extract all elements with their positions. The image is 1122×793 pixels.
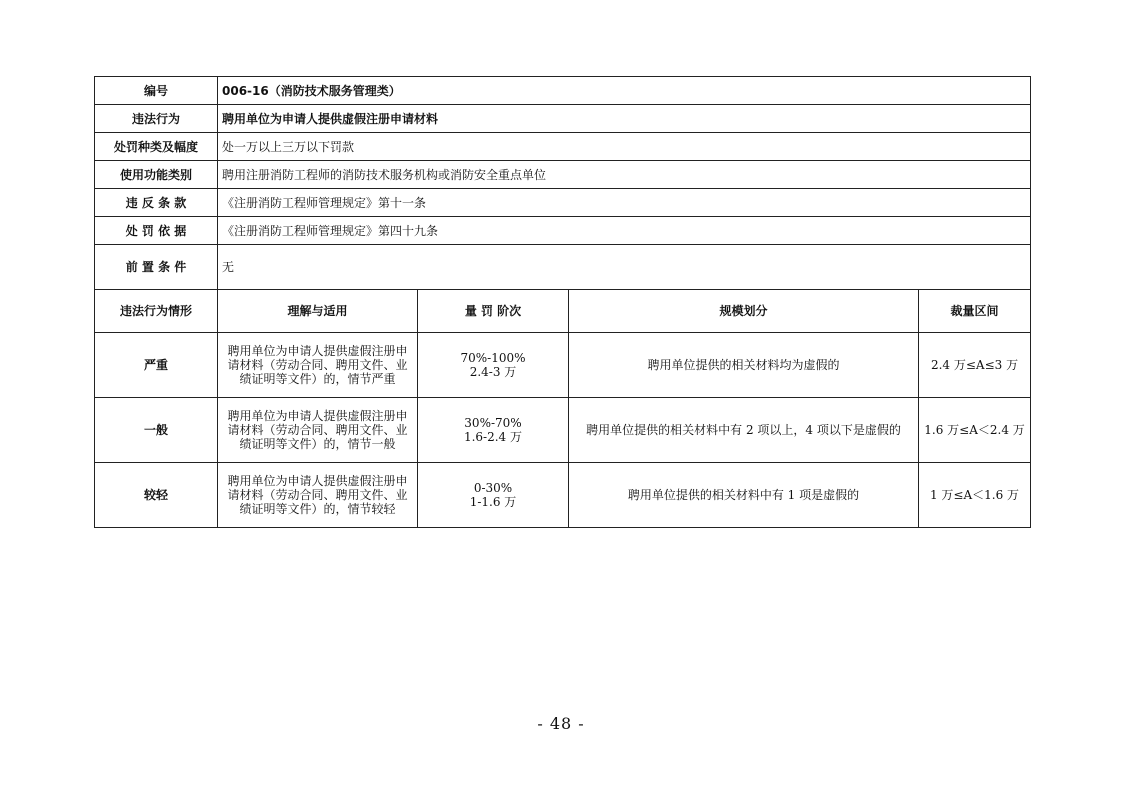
header-interpretation: 理解与适用	[218, 290, 418, 333]
info-row-penalty-basis	[95, 217, 1031, 245]
range-cell: 1 万≤A＜1.6 万	[919, 463, 1031, 528]
interpretation-cell: 聘用单位为申请人提供虚假注册申请材料（劳动合同、聘用文件、业绩证明等文件）的，情节严重	[218, 333, 418, 398]
table-row	[95, 463, 1031, 528]
level-amount: 1.6-2.4 万	[463, 430, 523, 444]
penalty-type-value: 处一万以上三万以下罚款	[218, 133, 1031, 161]
penalty-table	[94, 76, 1031, 528]
table-row	[95, 333, 1031, 398]
page-number: - 48 -	[537, 714, 585, 733]
level-amount: 1-1.6 万	[469, 495, 517, 509]
precondition-label: 前 置 条 件	[95, 245, 218, 290]
info-row-violated-clause	[95, 189, 1031, 217]
function-category-value: 聘用注册消防工程师的消防技术服务机构或消防安全重点单位	[218, 161, 1031, 189]
range-cell: 2.4 万≤A≤3 万	[919, 333, 1031, 398]
scale-cell: 聘用单位提供的相关材料均为虚假的	[569, 333, 919, 398]
table-row	[95, 398, 1031, 463]
info-row-precondition	[95, 245, 1031, 290]
range-cell: 1.6 万≤A＜2.4 万	[919, 398, 1031, 463]
situation-cell: 严重	[95, 333, 218, 398]
penalty-level-cell	[418, 463, 569, 528]
penalty-level-cell	[418, 398, 569, 463]
violated-clause-label: 违 反 条 款	[95, 189, 218, 217]
code-value: 006-16（消防技术服务管理类）	[218, 77, 1031, 105]
scale-cell: 聘用单位提供的相关材料中有 2 项以上，4 项以下是虚假的	[569, 398, 919, 463]
interpretation-cell: 聘用单位为申请人提供虚假注册申请材料（劳动合同、聘用文件、业绩证明等文件）的，情节较轻	[218, 463, 418, 528]
code-label: 编号	[95, 77, 218, 105]
info-row-code	[95, 77, 1031, 105]
scale-cell: 聘用单位提供的相关材料中有 1 项是虚假的	[569, 463, 919, 528]
situation-cell: 一般	[95, 398, 218, 463]
info-row-function-category	[95, 161, 1031, 189]
header-range: 裁量区间	[919, 290, 1031, 333]
violation-label: 违法行为	[95, 105, 218, 133]
precondition-value: 无	[218, 245, 1031, 290]
violated-clause-value: 《注册消防工程师管理规定》第十一条	[218, 189, 1031, 217]
info-row-violation	[95, 105, 1031, 133]
level-percent: 30%-70%	[464, 416, 522, 430]
level-percent: 0-30%	[473, 481, 513, 495]
header-scale: 规模划分	[569, 290, 919, 333]
penalty-type-label: 处罚种类及幅度	[95, 133, 218, 161]
penalty-basis-value: 《注册消防工程师管理规定》第四十九条	[218, 217, 1031, 245]
penalty-basis-label: 处 罚 依 据	[95, 217, 218, 245]
header-situation: 违法行为情形	[95, 290, 218, 333]
grid-header-row	[95, 290, 1031, 333]
situation-cell: 较轻	[95, 463, 218, 528]
level-amount: 2.4-3 万	[469, 365, 517, 379]
level-percent: 70%-100%	[460, 351, 526, 365]
penalty-level-cell	[418, 333, 569, 398]
function-category-label: 使用功能类别	[95, 161, 218, 189]
interpretation-cell: 聘用单位为申请人提供虚假注册申请材料（劳动合同、聘用文件、业绩证明等文件）的，情节一般	[218, 398, 418, 463]
header-penalty-level: 量 罚 阶次	[418, 290, 569, 333]
info-row-penalty-type	[95, 133, 1031, 161]
violation-value: 聘用单位为申请人提供虚假注册申请材料	[218, 105, 1031, 133]
